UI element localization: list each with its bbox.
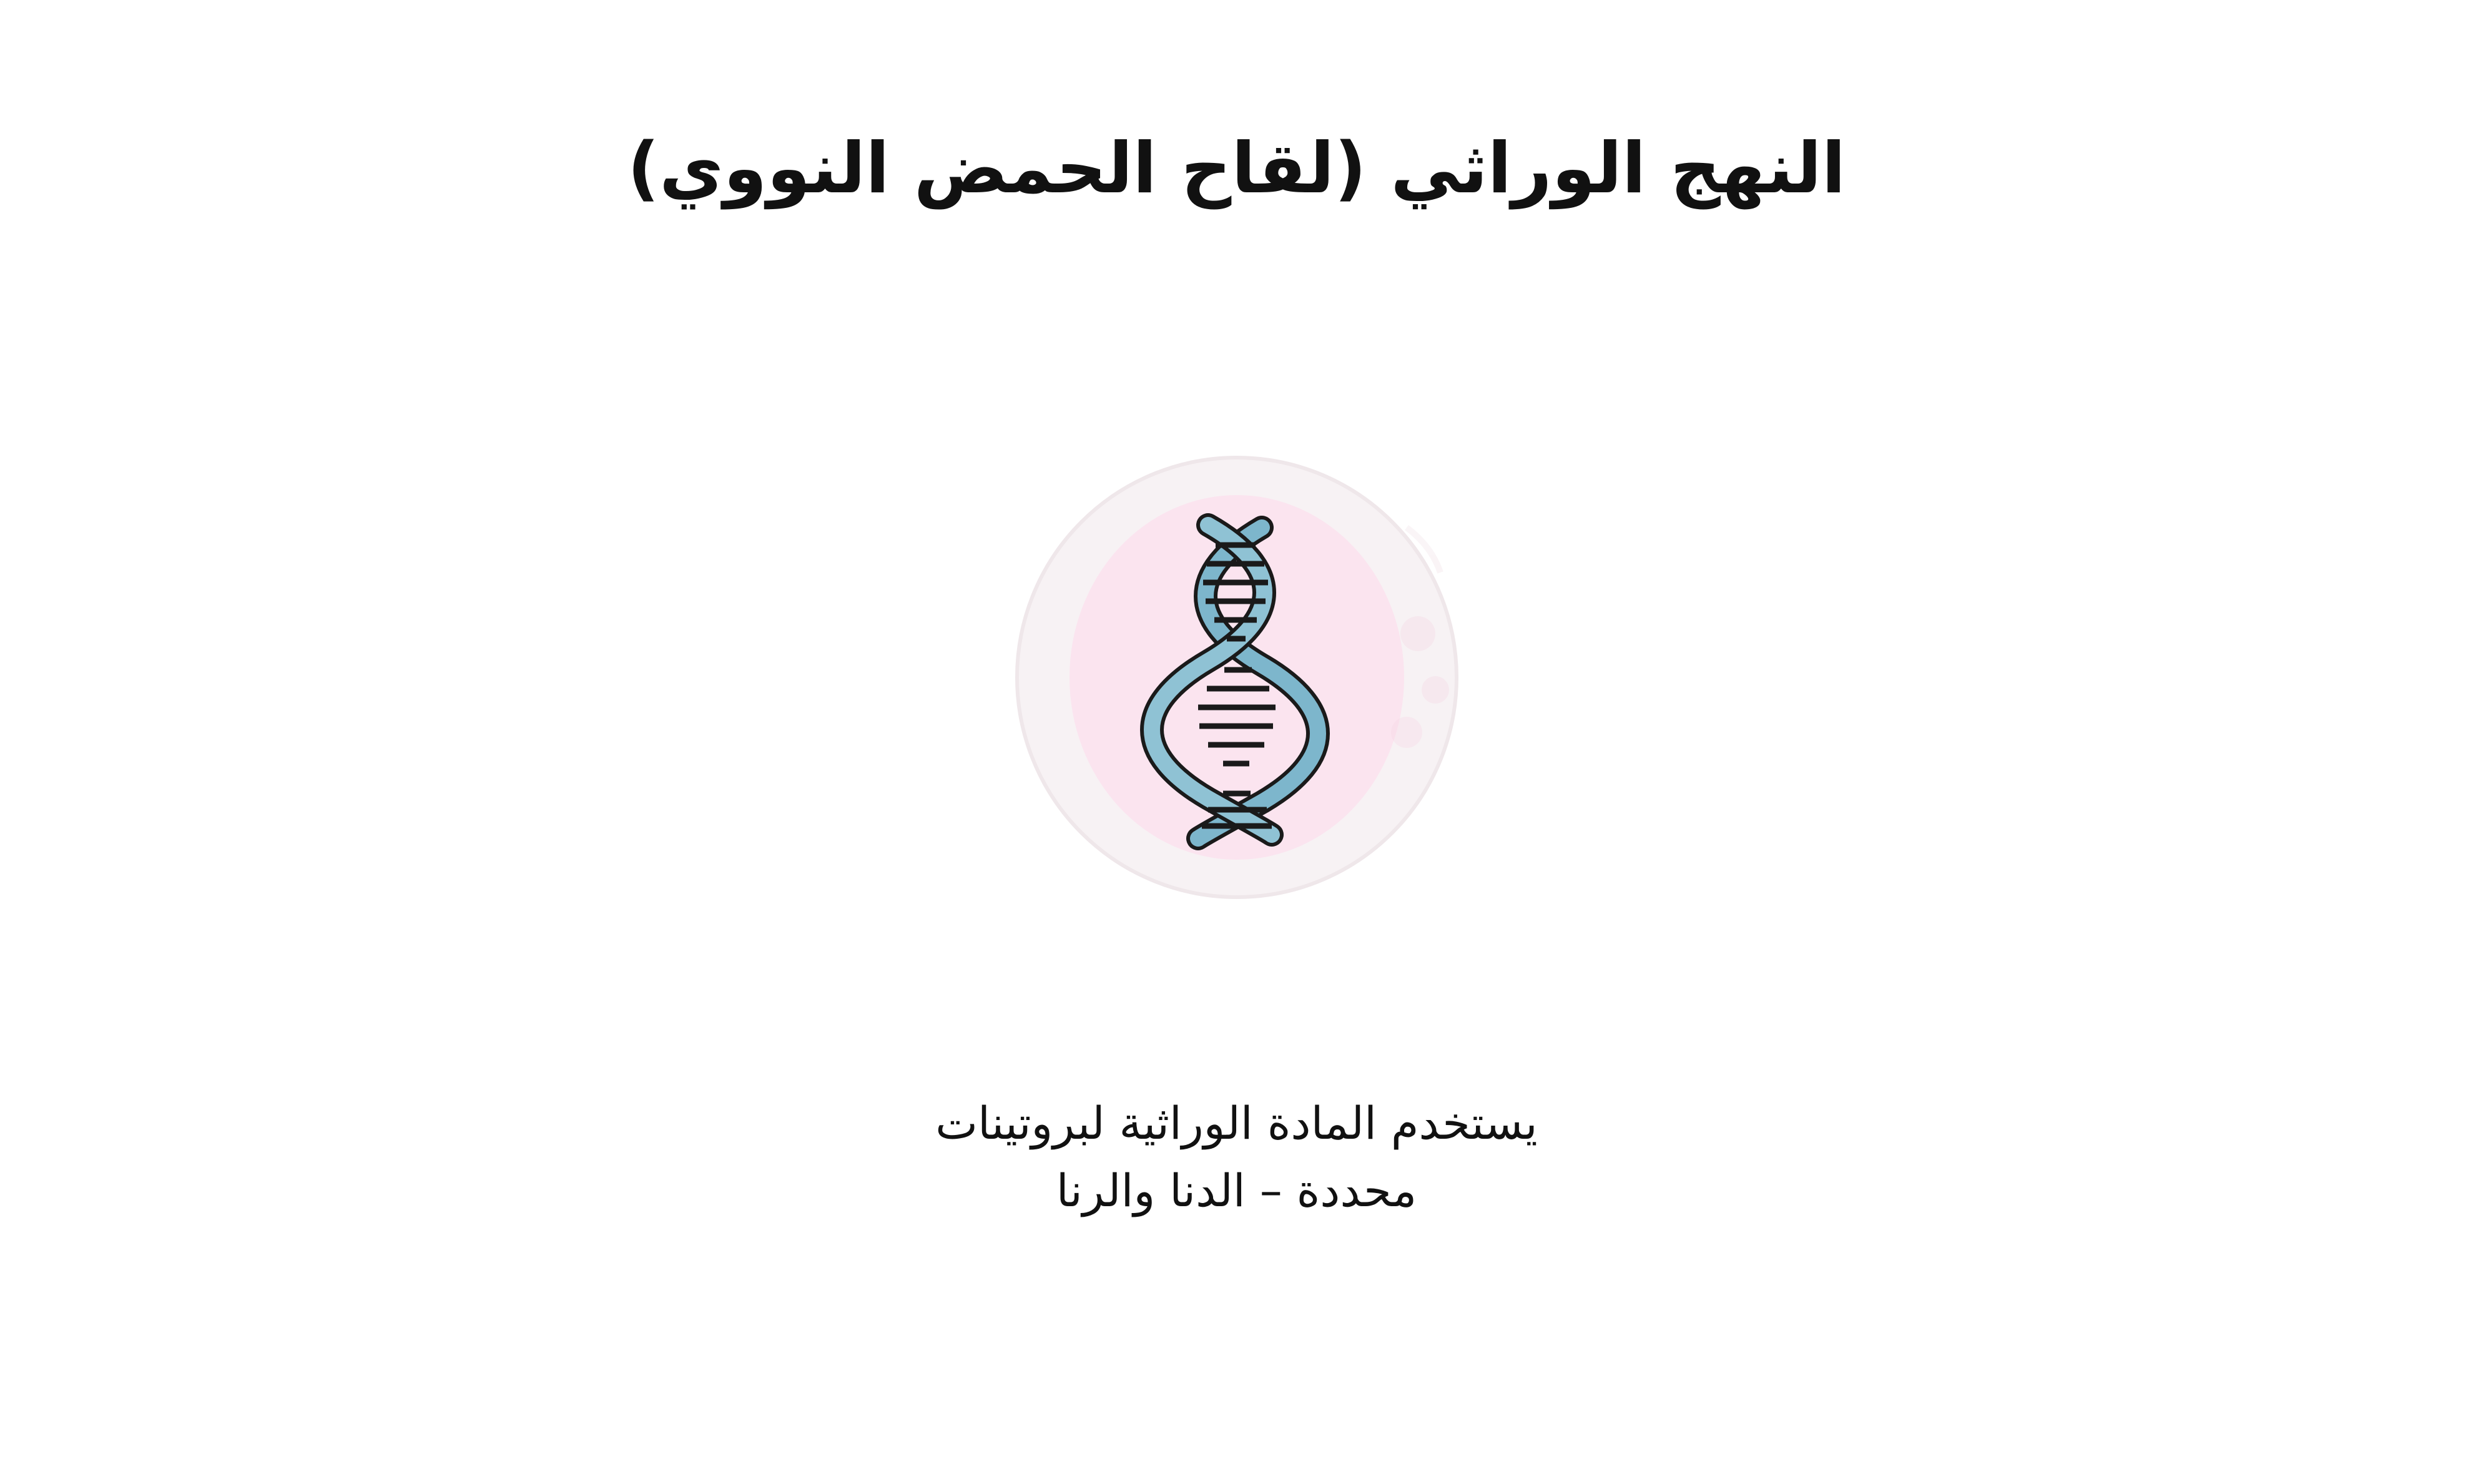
caption [488, 1089, 1986, 1224]
caption-line-2: محددة – الدنا والرنا [1056, 1164, 1417, 1217]
caption-line-1: يستخدم المادة الوراثية لبروتينات [935, 1097, 1538, 1150]
page-title: النهج الوراثي (لقاح الحمض النووي) [627, 128, 1846, 209]
virus-dna-illustration [900, 340, 1574, 1015]
